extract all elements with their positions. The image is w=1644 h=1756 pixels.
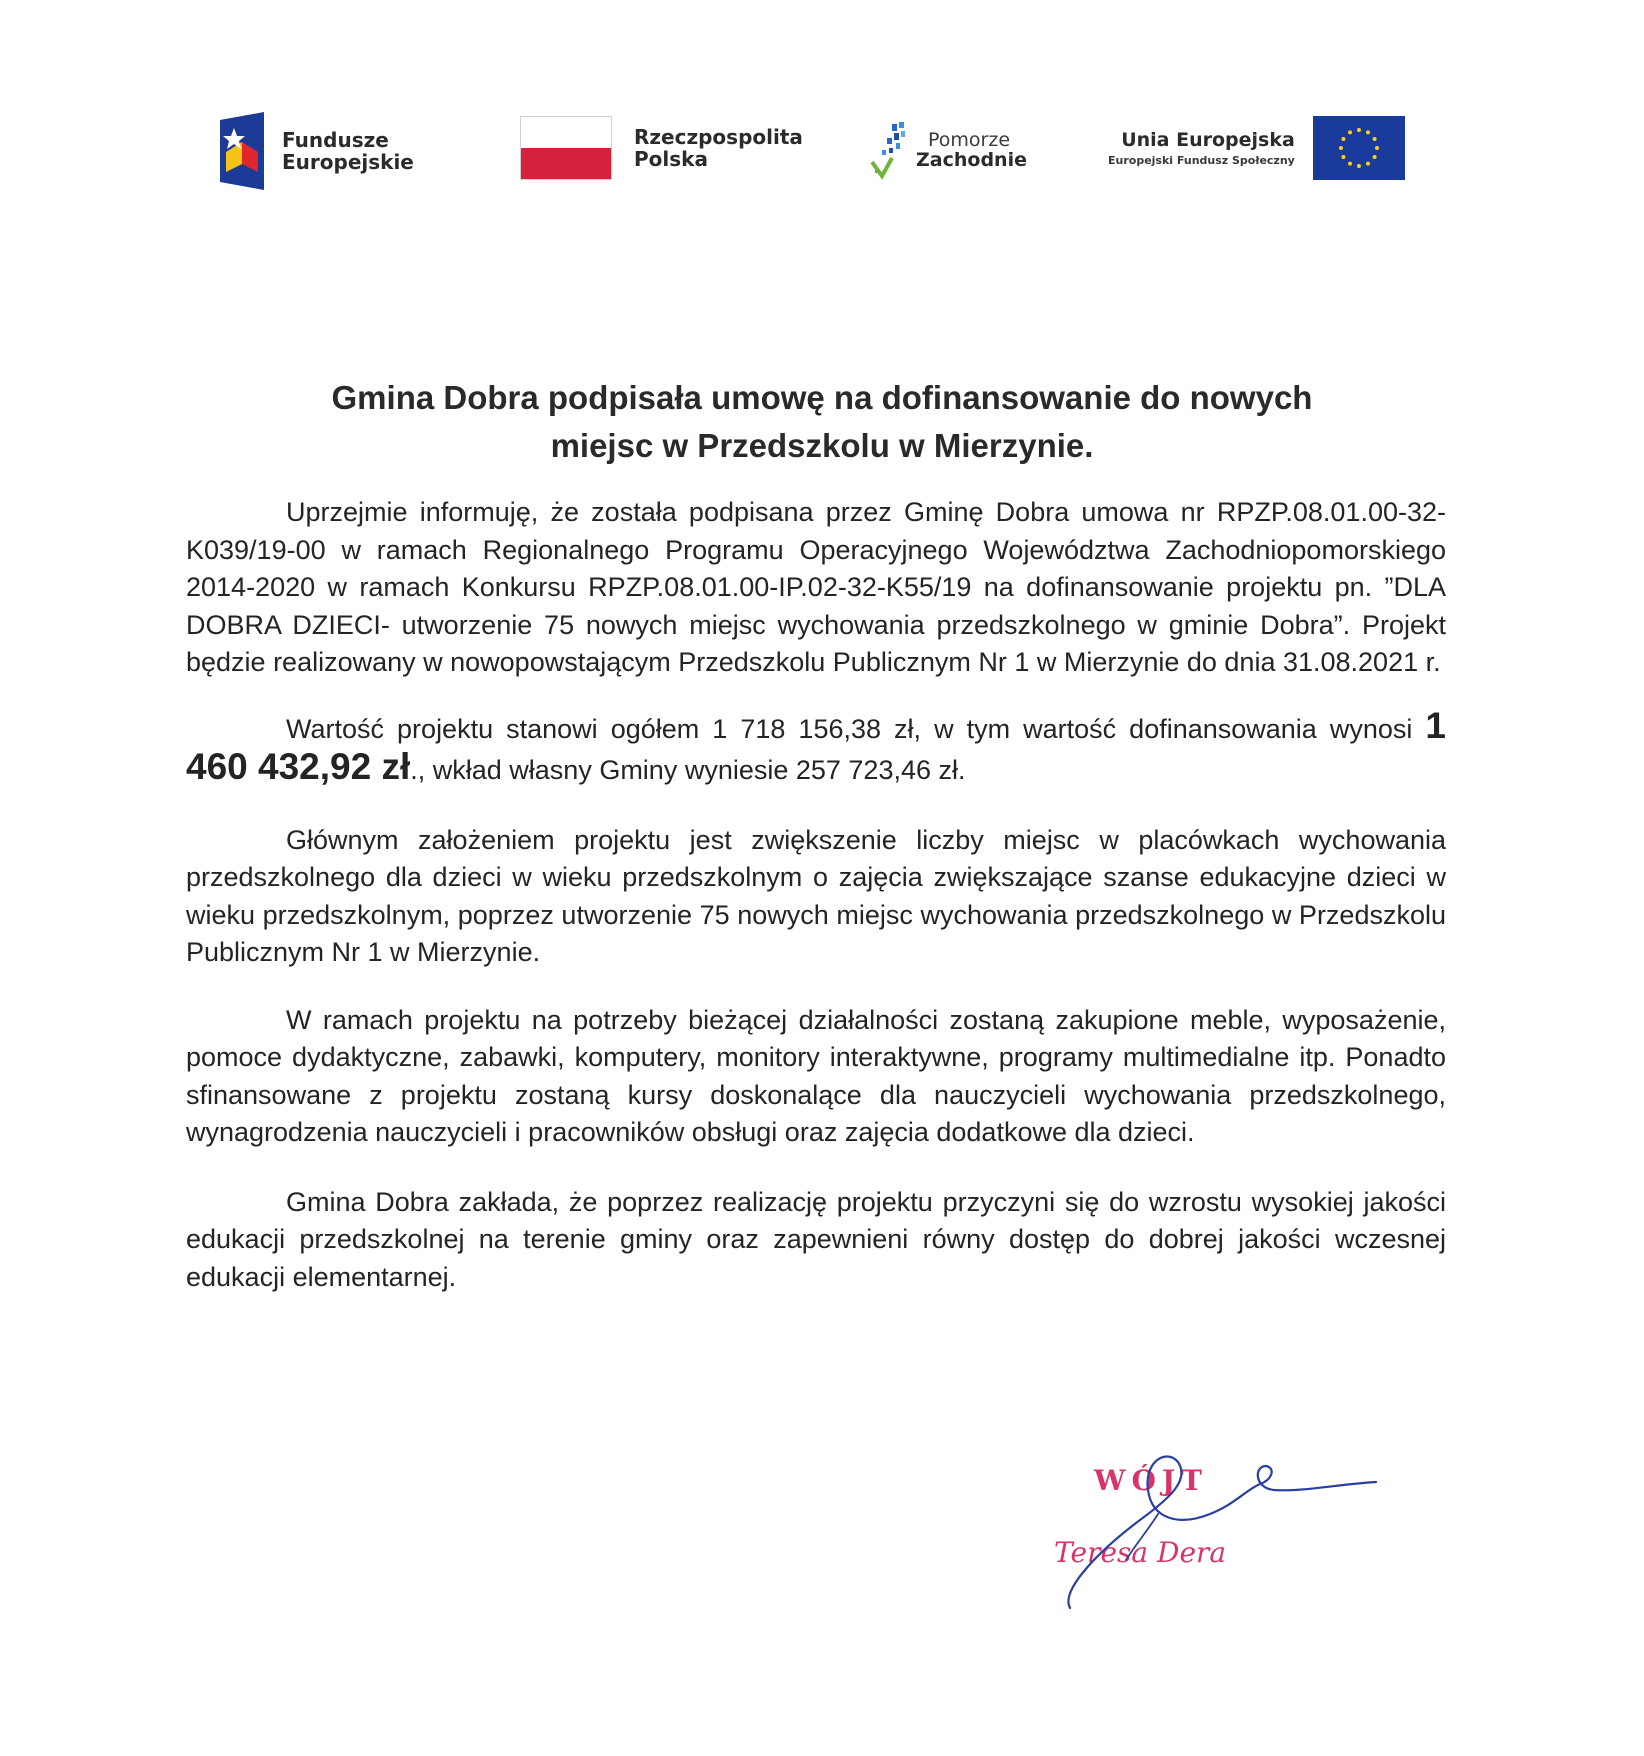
unia-europejska-logo <box>1108 116 1405 180</box>
pomorze-zachodnie-icon <box>870 120 910 182</box>
rzeczpospolita-line2: Polska <box>634 147 708 171</box>
unia-line1: Unia Europejska <box>1121 129 1295 151</box>
own-contribution-text: ., wkład własny Gminy wyniesie 257 723,46 zł. <box>410 755 966 785</box>
title-line-1: Gmina Dobra podpisała umowę na dofinansowanie do nowych <box>331 379 1313 416</box>
pomorze-line1: Pomorze <box>928 129 1011 152</box>
eu-flag-icon <box>1313 116 1405 180</box>
document-title <box>180 374 1464 470</box>
pomorze-zachodnie-text <box>916 131 1027 171</box>
logo-strip <box>0 112 1644 192</box>
fundusze-europejskie-icon <box>220 112 264 190</box>
pomorze-line2: Zachodnie <box>916 149 1027 171</box>
rzeczpospolita-line1: Rzeczpospolita <box>634 125 803 149</box>
project-value-text: Wartość projektu stanowi ogółem 1 718 156,38 zł, w tym wartość dofinansowania wynosi <box>286 713 1426 744</box>
fundusze-line2: Europejskie <box>282 150 414 174</box>
stamp-title: WÓJT <box>1094 1464 1208 1497</box>
polish-flag-icon <box>520 116 612 180</box>
paragraph-outcome: Gmina Dobra zakłada, że poprzez realizację projektu przyczyni się do wzrostu wysokiej jakości edukacji przedszkolnej na terenie gminy oraz zapewnieni równy dostęp do dobrej jakości wczesnej edukacji elementarnej. <box>186 1186 1446 1292</box>
stamp-name: Teresa Dera <box>1054 1536 1227 1569</box>
document-body <box>186 494 1446 1296</box>
unia-line2: Europejski Fundusz Społeczny <box>1108 154 1295 167</box>
rzeczpospolita-polska-logo <box>520 116 803 180</box>
unia-europejska-text <box>1108 129 1295 167</box>
handwritten-signature <box>1040 1440 1400 1620</box>
rzeczpospolita-text <box>634 126 803 170</box>
title-line-2: miejsc w Przedszkolu w Mierzynie. <box>550 427 1094 464</box>
signature-block <box>1040 1440 1400 1620</box>
paragraph-purchases: W ramach projektu na potrzeby bieżącej działalności zostaną zakupione meble, wyposażenie, pomoce dydaktyczne, zabawki, komputery, monitory interaktywne, programy multimedialne itp. Ponadto sfinansowane z projektu zostaną kursy doskonalące dla nauczycieli wychowania przedszkolnego, wynagrodzenia nauczycieli i pracowników obsługi oraz zajęcia dodatkowe dla dzieci. <box>186 1004 1446 1147</box>
paragraph-agreement: Uprzejmie informuję, że została podpisana przez Gminę Dobra umowa nr RPZP.08.01.00-32-K039/19-00 w ramach Regionalnego Programu Operacyjnego Województwa Zachodniopomorskiego 2014-2020 w ramach Konkursu RPZP.08.01.00-IP.02-32-K55/19 na dofinansowanie projektu pn. ”DLA DOBRA DZIECI- utworzenie 75 nowych miejsc wychowania przedszkolnego w gminie Dobra”. Projekt będzie realizowany w nowopowstającym Przedszkolu Publicznym Nr 1 w Mierzynie do dnia 31.08.2021 r. <box>186 497 1446 677</box>
cofinancing-amount: 1 460 432,92 zł <box>186 704 1446 787</box>
paragraph-main-goal: Głównym założeniem projektu jest zwiększenie liczby miejsc w placówkach wychowania przedszkolnego dla dzieci w wieku przedszkolnym o zajęcia zwiększające szanse edukacyjne dzieci w wieku przedszkolnym, poprzez utworzenie 75 nowych miejsc wychowania przedszkolnego w Przedszkolu Publicznym Nr 1 w Mierzynie. <box>186 824 1446 967</box>
pomorze-zachodnie-logo <box>870 120 1027 182</box>
fundusze-line1: Fundusze <box>282 128 389 152</box>
paragraph-project-value <box>186 704 1446 790</box>
fundusze-europejskie-text <box>282 129 414 173</box>
fundusze-europejskie-logo <box>220 112 414 190</box>
